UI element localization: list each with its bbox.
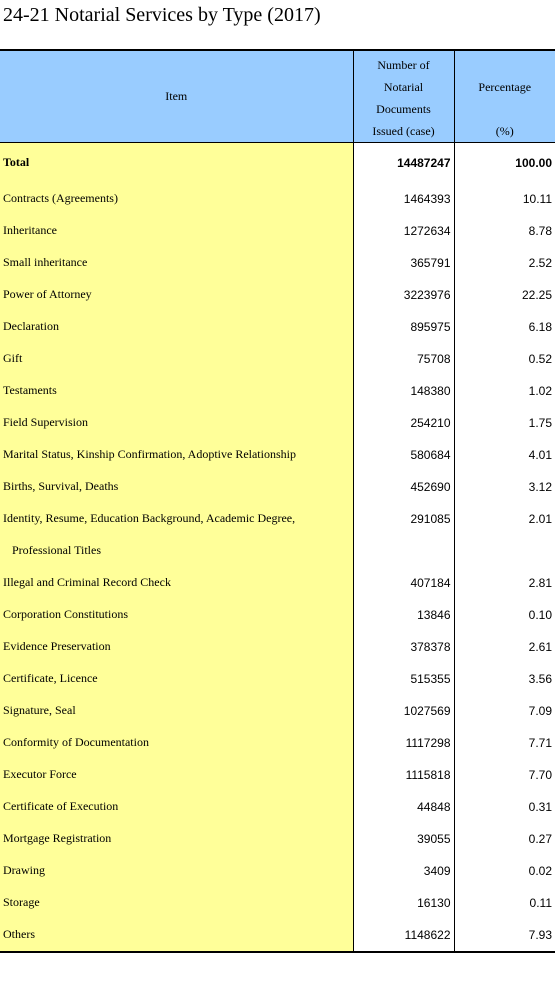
row-percentage: 7.93 [454,919,555,952]
table-row [0,567,555,599]
header-percentage [454,50,555,142]
row-item: Certificate, Licence [0,663,353,695]
row-item: Signature, Seal [0,695,353,727]
row-item: Small inheritance [0,247,353,279]
row-documents: 3223976 [353,279,454,311]
row-item: Others [0,919,353,952]
row-documents: 16130 [353,887,454,919]
row-item: Storage [0,887,353,919]
row-item: Field Supervision [0,407,353,439]
table-row [0,695,555,727]
row-percentage: 3.12 [528,479,552,494]
table-row [0,311,555,343]
row-item: Identity, Resume, Education Background, Academic Degree, [0,503,353,535]
row-documents: 365791 [353,247,454,279]
row-percentage: 0.27 [528,831,552,846]
header-percentage-line1: Percentage [478,80,532,95]
row-item: Mortgage Registration [0,823,353,855]
table-row [0,791,555,823]
row-percentage: 2.81 [528,575,552,590]
header-documents-line2: Notarial [383,80,424,95]
row-documents: 1148622 [353,919,454,952]
row-percentage: 1.75 [528,415,552,430]
row-percentage: 2.52 [528,255,552,270]
table-row [0,247,555,279]
row-documents: 44848 [353,791,454,823]
row-documents: 75708 [353,343,454,375]
table-row [0,471,555,503]
table-row [0,535,555,567]
row-item: Illegal and Criminal Record Check [0,567,353,599]
row-documents: 1464393 [353,183,454,215]
row-documents: 14487247 [353,142,454,183]
row-percentage: 0.31 [528,799,552,814]
row-percentage: 0.11 [529,895,552,910]
row-documents: 1117298 [353,727,454,759]
table-row [0,439,555,471]
notarial-services-table [0,49,555,953]
table-row [0,343,555,375]
row-item: Drawing [0,855,353,887]
table-row [0,375,555,407]
header-percentage-line2: (%) [495,124,514,139]
row-documents: 895975 [353,311,454,343]
row-item: Conformity of Documentation [0,727,353,759]
header-documents-line3: Documents [376,102,431,117]
row-percentage: 4.01 [528,447,552,462]
table-row-total [0,142,555,183]
table-header-row [0,50,555,142]
row-percentage: 6.18 [528,319,552,334]
row-item: Marital Status, Kinship Confirmation, Adoptive Relationship [0,439,353,471]
row-item: Declaration [0,311,353,343]
row-item: Professional Titles [0,535,353,567]
row-percentage: 100.00 [515,155,552,170]
row-item: Total [0,142,353,183]
row-item: Corporation Constitutions [0,599,353,631]
row-percentage: 0.02 [528,863,552,878]
row-item: Contracts (Agreements) [0,183,353,215]
row-percentage: 8.78 [528,223,552,238]
header-documents [353,50,454,142]
row-percentage: 7.71 [528,735,552,750]
row-documents: 148380 [353,375,454,407]
table-row [0,759,555,791]
table-row [0,407,555,439]
row-documents: 515355 [353,663,454,695]
row-item: Evidence Preservation [0,631,353,663]
table-row [0,599,555,631]
row-percentage: 22.25 [521,287,552,302]
row-documents: 254210 [353,407,454,439]
row-documents: 39055 [353,823,454,855]
row-percentage: 2.61 [528,639,552,654]
row-documents: 407184 [353,567,454,599]
table-row [0,727,555,759]
row-item: Executor Force [0,759,353,791]
row-documents: 291085 [353,503,454,535]
row-documents: 13846 [353,599,454,631]
header-documents-line4: Issued (case) [372,124,435,139]
row-documents: 1272634 [353,215,454,247]
header-item: Item [0,50,353,142]
table-row [0,631,555,663]
table-row [0,215,555,247]
table-row [0,663,555,695]
row-documents: 580684 [353,439,454,471]
table-row [0,823,555,855]
table-row [0,887,555,919]
row-percentage: 0.10 [528,607,552,622]
row-item: Births, Survival, Deaths [0,471,353,503]
row-percentage: 2.01 [528,511,552,526]
row-percentage: 3.56 [528,671,552,686]
row-percentage: 0.52 [528,351,552,366]
table-row [0,855,555,887]
row-documents: 1027569 [353,695,454,727]
row-documents: 3409 [353,855,454,887]
row-item: Inheritance [0,215,353,247]
row-documents [353,535,454,567]
row-percentage: 10.11 [522,191,552,206]
table-row [0,919,555,952]
table-row [0,279,555,311]
row-documents: 378378 [353,631,454,663]
row-percentage: 7.70 [528,767,552,782]
table-row [0,503,555,535]
row-percentage: 7.09 [528,703,552,718]
row-item: Testaments [0,375,353,407]
row-item: Gift [0,343,353,375]
row-percentage: 1.02 [528,383,552,398]
page-title: 24-21 Notarial Services by Type (2017) [3,4,321,26]
table-row [0,183,555,215]
row-percentage [454,535,555,567]
row-documents: 1115818 [353,759,454,791]
header-documents-line1: Number of [377,58,430,73]
row-documents: 452690 [353,471,454,503]
row-item: Power of Attorney [0,279,353,311]
row-item: Certificate of Execution [0,791,353,823]
